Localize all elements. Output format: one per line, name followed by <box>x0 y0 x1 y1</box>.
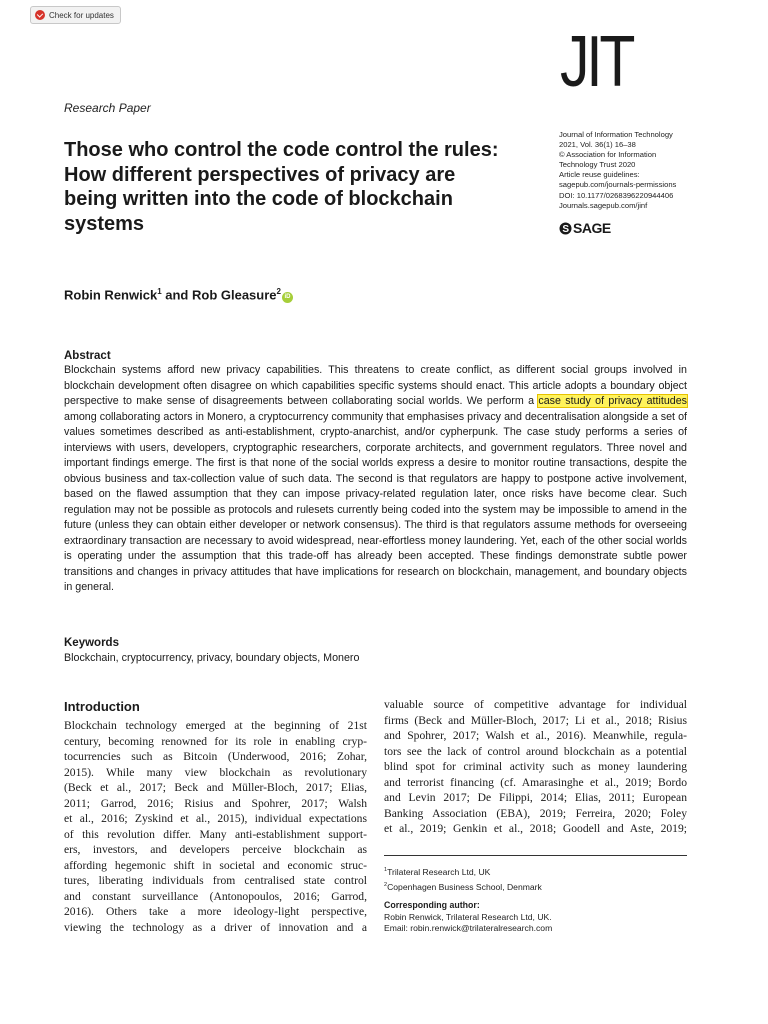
affiliation-marker: 2 <box>384 881 388 888</box>
journal-volume: 2021, Vol. 36(1) 16–38 <box>559 140 636 150</box>
affiliations <box>384 864 542 894</box>
body-line: and Levin 2017; De Filippi, 2014; Elias, 2011; European <box>384 791 687 804</box>
body-line: viewing the technology as a driver of innovation and a <box>64 920 367 934</box>
affiliation-text: Copenhagen Business School, Denmark <box>387 881 542 892</box>
body-line: century, becoming renowned for its role in enabling cryp- <box>64 734 367 748</box>
body-line: 2011; Garrod, 2016; Risius and Spohrer, 2017; Walsh <box>64 796 367 810</box>
publisher-logo <box>559 220 611 236</box>
author-conjunction: and <box>161 287 192 303</box>
journal-url-link[interactable]: Journals.sagepub.com/jinf <box>559 200 648 210</box>
body-line: and Spohrer, 2017; Walsh et al., 2016). Meanwhile, regula- <box>384 729 687 742</box>
body-line: tors see the lack of control around blockchain as a potential <box>384 744 687 758</box>
author-name[interactable]: Rob Gleasure <box>191 287 277 303</box>
body-line: and terrorist financing (cf. Amarasinghe et al., 2019; Bordo <box>384 775 687 789</box>
journal-logo: JIT <box>560 22 633 102</box>
abstract-text <box>64 363 687 596</box>
doi-link[interactable]: DOI: 10.1177/0268396220944406 <box>559 190 674 200</box>
affiliation-item <box>384 864 542 879</box>
paper-title: Those who control the code control the rules: How different perspectives of privacy are being written into the code of blockchain systems <box>64 139 499 235</box>
body-line: et al., 2016; Zyskind et al., 2015), individual expectations <box>64 812 367 825</box>
corresponding-author <box>384 900 552 935</box>
sage-s-icon <box>559 222 572 235</box>
body-line: et al., 2019; Genkin et al., 2018; Goodell and Aste, 2019; <box>384 822 687 835</box>
abstract-heading: Abstract <box>64 350 111 362</box>
keywords-heading: Keywords <box>64 637 119 649</box>
body-line: tocurrencies such as Bitcoin (Underwood, 2016; Zohar, <box>64 750 367 763</box>
corresponding-author-email[interactable]: Email: robin.renwick@trilateralresearch.com <box>384 923 553 933</box>
corresponding-author-name: Robin Renwick, Trilateral Research Ltd, UK. <box>384 911 552 922</box>
copyright-line: © Association for Information <box>559 150 657 160</box>
check-for-updates-label: Check for updates <box>49 10 114 20</box>
permissions-link[interactable]: sagepub.com/journals-permissions <box>559 180 677 190</box>
abstract-text-end: among collaborating actors in Monero, a cryptocurrency community that emphasises privacy and decentralisation alongside a set of values sometimes described as anti-establishment, crypto-anarchist, and/or cypherpunk. The case study performs a series of interviews with users, developers, cryptographic researchers, corporate architects, and government regulators. Three novel and important findings emerge. The first is that none of the social worlds express a desire to monitor routine transactions, despite the obvious business and tax-collection value of such data. The second is that regulators are happy to postpone active involvement, based on the flawed assumption that they can impose privacy-related regulation later, once risks have become clear. Such regulation may not be possible as protocols and rulesets currently being coded into the system may be impossible to amend in the future (unless they can obtain either developer or network consensus). The third is that regulators assume methods for overseeing extraordinary transaction are necessary to avoid widespread, near-effortless money laundering. Yet, each of the other social worlds is operating under the assumption that this trade-off has already been accepted. These findings demonstrate subtle power transitions and changes in privacy attitudes that have implications for research on blockchain, management, and boundary objects in general. <box>64 410 687 593</box>
affiliation-marker: 1 <box>157 287 162 296</box>
copyright-line: Technology Trust 2020 <box>559 160 636 170</box>
reuse-label: Article reuse guidelines: <box>559 170 640 180</box>
body-line: ers, investors, and developers perceive blockchain as <box>64 843 367 856</box>
author-name[interactable]: Robin Renwick <box>64 287 158 303</box>
affiliation-text: Trilateral Research Ltd, UK <box>387 866 491 877</box>
body-line: 2015). While many view blockchain as revolutionary <box>64 765 367 779</box>
body-line: tures, liberating individuals from centralised state control <box>64 874 367 887</box>
orcid-icon[interactable]: iD <box>282 292 293 303</box>
body-line: firms (Beck and Müller-Bloch, 2017; Li et al., 2018; Risius <box>384 713 687 727</box>
affiliation-item <box>384 879 542 894</box>
body-line: Blockchain technology emerged at the beginning of 21st <box>64 719 367 732</box>
update-check-icon <box>35 10 45 20</box>
body-line: and constant surveillance (Antonopoulos, 2016; Garrod, <box>64 889 367 903</box>
publisher-name: SAGE <box>573 220 611 236</box>
check-for-updates-button[interactable] <box>30 6 121 24</box>
author-list <box>64 287 293 303</box>
affiliation-marker: 2 <box>276 287 281 296</box>
body-line: valuable source of competitive advantage for individual <box>384 698 687 711</box>
body-line: 2016). Others take a more ideology-light perspective, <box>64 905 367 918</box>
svg-text:S: S <box>562 223 569 235</box>
abstract-text-start: Blockchain systems afford new privacy capabilities. This threatens to create conflict, as different social groups involved in blockchain development often disagree on which capabilities specific systems should enact. This article adopts a boundary object perspective to make sense of disagreements between collaborating social worlds. We perform a <box>64 364 687 407</box>
body-line: blind spot for criminal activity such as money laundering <box>384 760 687 773</box>
corresponding-author-heading: Corresponding author: <box>384 900 480 910</box>
footnote-divider <box>384 855 687 856</box>
body-column-left <box>64 718 367 935</box>
keywords-list: Blockchain, cryptocurrency, privacy, boundary objects, Monero <box>64 652 360 664</box>
body-line: of this revolution differ. Many anti-establishment support- <box>64 827 367 841</box>
affiliation-marker: 1 <box>384 867 388 873</box>
journal-metadata <box>559 130 749 211</box>
highlighted-text[interactable]: case study of privacy attitudes <box>538 395 687 407</box>
body-line: (Beck et al., 2017; Beck and Müller-Bloch, 2017; Elias, <box>64 781 367 794</box>
introduction-heading: Introduction <box>64 699 140 714</box>
paper-type: Research Paper <box>64 101 151 115</box>
journal-name: Journal of Information Technology <box>559 130 673 139</box>
body-column-right <box>384 697 687 837</box>
body-line: affording hegemonic shift in societal and economic struc- <box>64 858 367 872</box>
body-line: Banking Association (EBA), 2019; Ferreira, 2020; Foley <box>384 806 687 820</box>
